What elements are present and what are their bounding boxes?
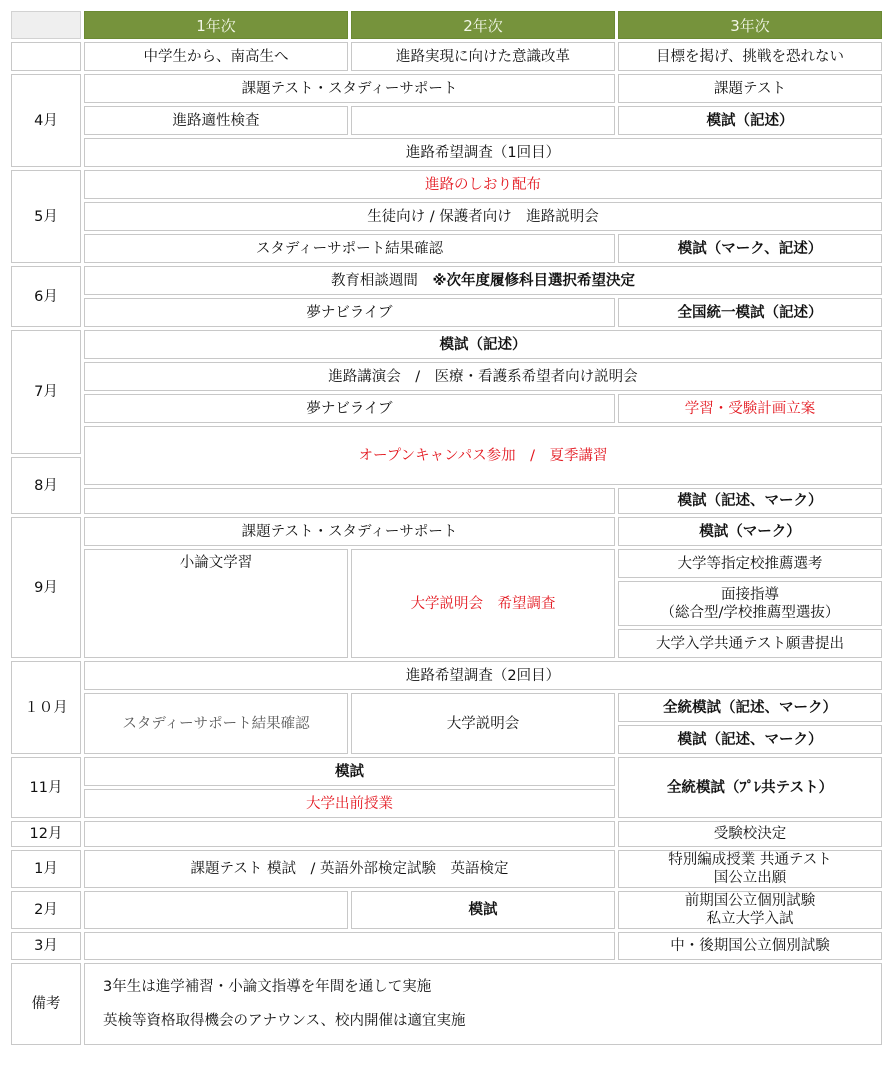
nov-zento-pre-common-test: 全統模試（ﾌﾟﾚ共テスト）	[618, 757, 882, 818]
oct-row-1	[11, 661, 882, 690]
nov-row-1	[11, 757, 882, 786]
schedule-table-wrapper	[8, 8, 882, 1048]
may-row-1	[11, 170, 882, 199]
mar-empty	[84, 932, 615, 960]
feb-exam-line2: 私立大学入試	[706, 911, 794, 927]
dec-empty	[84, 821, 615, 847]
theme-corner	[11, 42, 81, 71]
notes-line-2: 英検等資格取得機会のアナウンス、校内開催は適宜実施	[103, 1013, 466, 1029]
jun-counseling-text: 教育相談週間 ※次年度履修科目選択希望決定	[330, 272, 636, 289]
feb-row	[11, 891, 882, 929]
dec-row	[11, 821, 882, 847]
jun-row-1	[11, 266, 882, 295]
month-feb: 2月	[11, 891, 81, 929]
month-mar: 3月	[11, 932, 81, 960]
month-nov: 11月	[11, 757, 81, 818]
month-apr: 4月	[11, 74, 81, 167]
oct-university-briefing: 大学説明会	[351, 693, 615, 754]
jul-career-lecture: 進路講演会 / 医療・看護系希望者向け説明会	[84, 362, 882, 391]
dec-school-decision: 受験校決定	[618, 821, 882, 847]
sep-kadai-study-support: 課題テスト・スタディーサポート	[84, 517, 615, 546]
apr-row-1	[11, 74, 882, 103]
month-jun: 6月	[11, 266, 81, 327]
grade-2-header: 2年次	[351, 11, 615, 39]
aug-mock-exam-3: 模試（記述、マーク）	[618, 488, 882, 514]
mar-row	[11, 932, 882, 960]
grade-header-row	[11, 11, 882, 39]
month-aug: 8月	[11, 457, 81, 514]
apr-career-survey-1: 進路希望調査（1回目）	[84, 138, 882, 167]
jun-course-selection-emphasis: ※次年度履修科目選択希望決定	[432, 272, 636, 289]
jul-study-plan: 学習・受験計画立案	[618, 394, 882, 423]
aug-row-2	[11, 488, 882, 514]
grade-1-header: 1年次	[84, 11, 348, 39]
oct-mock-exam-3: 模試（記述、マーク）	[618, 725, 882, 754]
feb-empty	[84, 891, 348, 929]
sep-row-2	[11, 549, 882, 578]
apr-kadai-study-support: 課題テスト・スタディーサポート	[84, 74, 615, 103]
nov-mock-exam: 模試	[84, 757, 615, 786]
jul-mock-exam: 模試（記述）	[84, 330, 882, 359]
notes-line-1: 3年生は進学補習・小論文指導を年間を通して実施	[103, 979, 432, 995]
jul-row-2	[11, 362, 882, 391]
jan-special-line2: 国公立出願	[713, 870, 787, 886]
jun-row-2	[11, 298, 882, 327]
may-career-guide-distribution: 進路のしおり配布	[84, 170, 882, 199]
jul-row-1	[11, 330, 882, 359]
apr-row-3	[11, 138, 882, 167]
grade-2-theme: 進路実現に向けた意識改革	[351, 42, 615, 71]
grade-3-theme: 目標を掲げ、挑戦を恐れない	[618, 42, 882, 71]
jun-national-mock-exam: 全国統一模試（記述）	[618, 298, 882, 327]
jul-row-3	[11, 394, 882, 423]
sep-designated-recommendation: 大学等指定校推薦選考	[618, 549, 882, 578]
may-study-support-review: スタディーサポート結果確認	[84, 234, 615, 263]
sep-interview-guidance	[618, 581, 882, 626]
oct-study-support-review: スタディーサポート結果確認	[84, 693, 348, 754]
annual-career-schedule-table	[8, 8, 885, 1048]
sep-university-briefing-survey: 大学説明会 希望調査	[351, 549, 615, 658]
nov-university-visiting-lecture: 大学出前授業	[84, 789, 615, 818]
open-campus-summer-course: オープンキャンパス参加 / 夏季講習	[84, 426, 882, 485]
oct-career-survey-2: 進路希望調査（2回目）	[84, 661, 882, 690]
sep-mock-exam-3: 模試（マーク）	[618, 517, 882, 546]
sep-common-test-application: 大学入学共通テスト願書提出	[618, 629, 882, 658]
may-row-2	[11, 202, 882, 231]
jul-row-4	[11, 426, 882, 454]
may-career-briefing: 生徒向け / 保護者向け 進路説明会	[84, 202, 882, 231]
apr-row-2	[11, 106, 882, 135]
feb-mock-exam: 模試	[351, 891, 615, 929]
grade-1-theme: 中学生から、南高生へ	[84, 42, 348, 71]
notes-content	[84, 963, 882, 1045]
oct-zento-mock-exam: 全統模試（記述、マーク）	[618, 693, 882, 722]
sep-interview-line2: （総合型/学校推薦型選抜）	[660, 604, 840, 621]
theme-row	[11, 42, 882, 71]
mar-late-public-exams: 中・後期国公立個別試験	[618, 932, 882, 960]
feb-exam-line1: 前期国公立個別試験	[684, 893, 816, 909]
header-corner	[11, 11, 81, 39]
jun-yume-navi-live: 夢ナビライブ	[84, 298, 615, 327]
jul-yume-navi-live: 夢ナビライブ	[84, 394, 615, 423]
month-sep: 9月	[11, 517, 81, 658]
aug-empty	[84, 488, 615, 514]
apr-kadai-test-3: 課題テスト	[618, 74, 882, 103]
may-row-3	[11, 234, 882, 263]
grade-3-header: 3年次	[618, 11, 882, 39]
apr-aptitude-test: 進路適性検査	[84, 106, 348, 135]
apr-mock-exam-3: 模試（記述）	[618, 106, 882, 135]
notes-row	[11, 963, 882, 1045]
oct-row-2	[11, 693, 882, 722]
month-jan: 1月	[11, 850, 81, 888]
jan-row	[11, 850, 882, 888]
may-mock-exam-3: 模試（マーク、記述）	[618, 234, 882, 263]
month-dec: 12月	[11, 821, 81, 847]
notes-label: 備考	[11, 963, 81, 1045]
sep-essay-study: 小論文学習	[84, 549, 348, 658]
month-jul: 7月	[11, 330, 81, 454]
feb-entrance-exams	[618, 891, 882, 929]
sep-row-1	[11, 517, 882, 546]
jan-special-classes	[618, 850, 882, 888]
month-oct: １０月	[11, 661, 81, 754]
jun-counseling-week	[84, 266, 882, 295]
jan-tests-english-exam: 課題テスト 模試 / 英語外部検定試験 英語検定	[84, 850, 615, 888]
month-may: 5月	[11, 170, 81, 263]
sep-interview-line1: 面接指導	[721, 586, 779, 603]
apr-empty	[351, 106, 615, 135]
jan-special-line1: 特別編成授業 共通テスト	[668, 852, 832, 868]
